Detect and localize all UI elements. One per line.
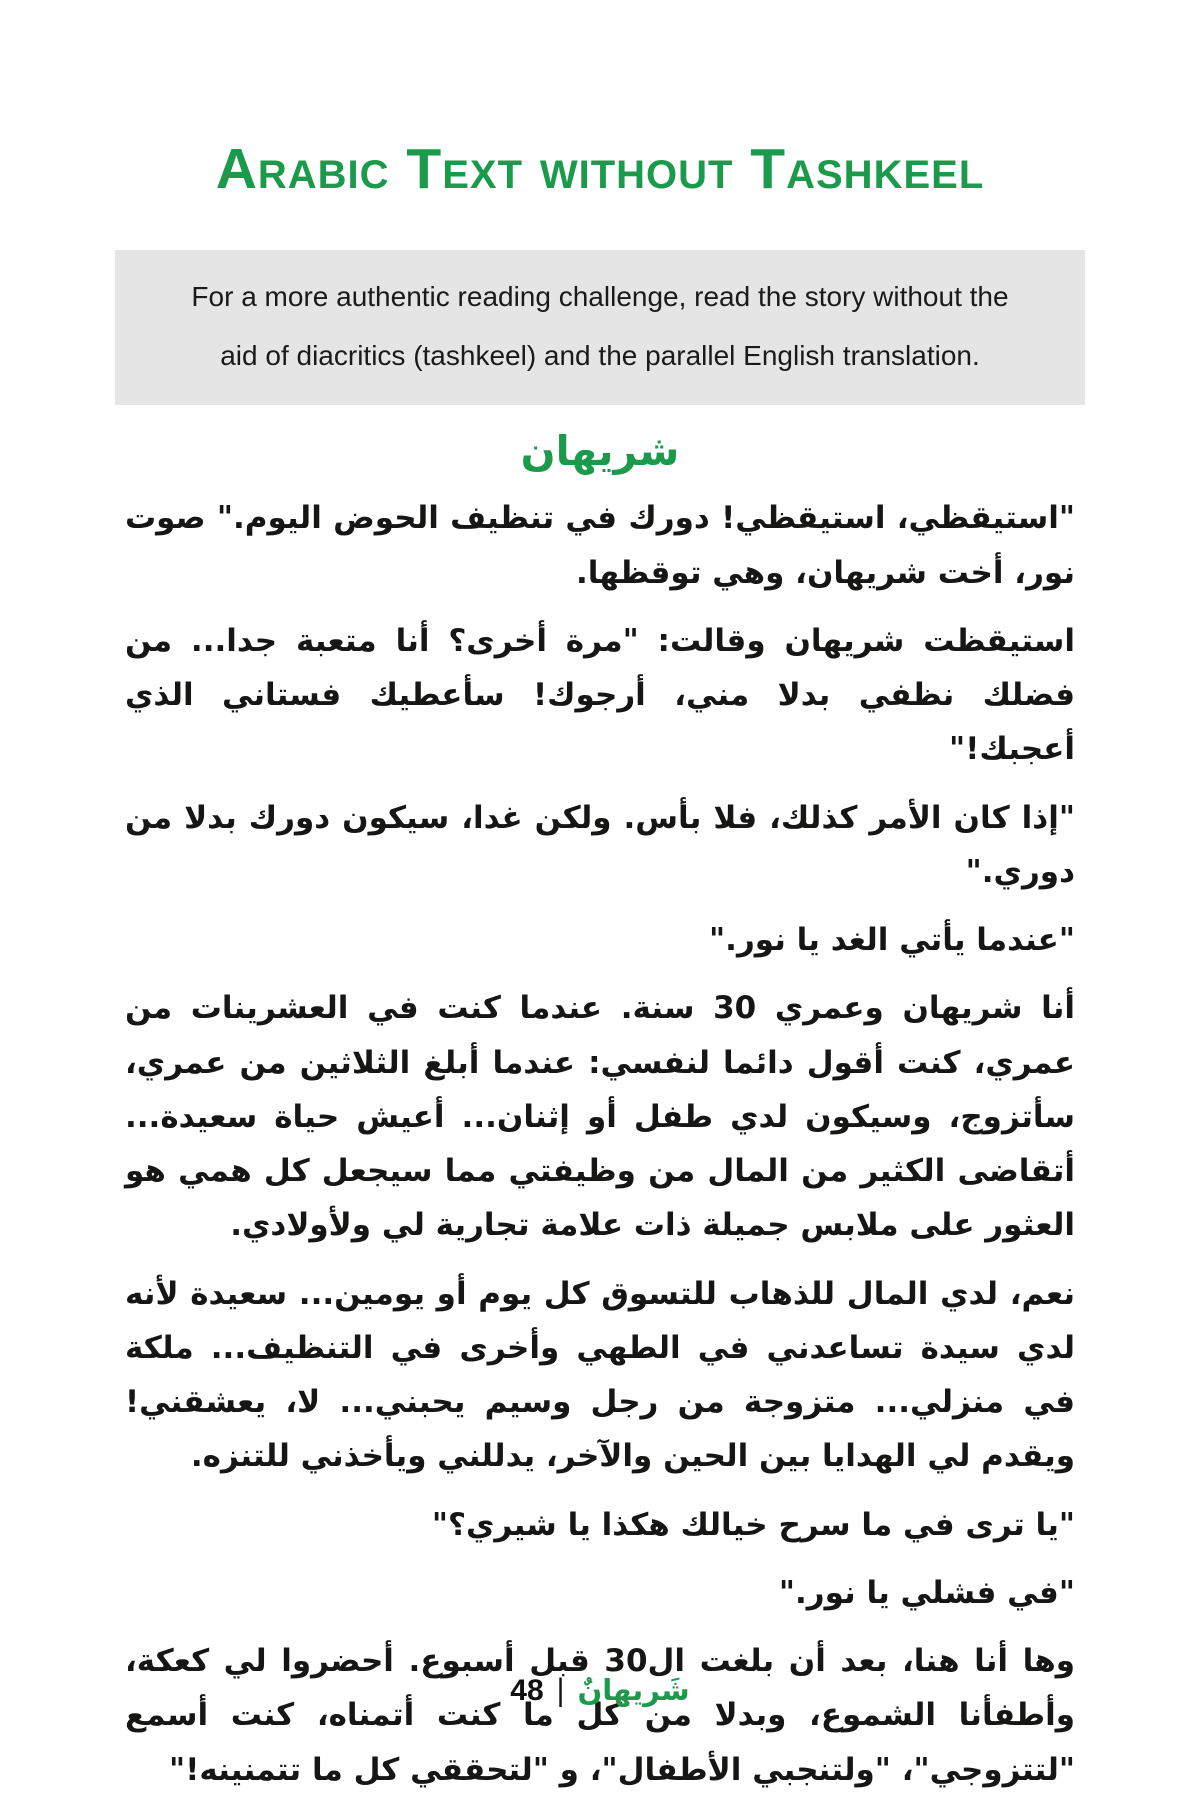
footer-page-number: 48 xyxy=(510,1674,544,1707)
story-paragraph: "عندما يأتي الغد يا نور." xyxy=(709,922,1075,959)
story-paragraph: أنا شريهان وعمري 30 سنة. عندما كنت في العشرينات من عمري، كنت أقول دائما لنفسي: عندما أبلغ الثلاثين من عمري، سأتزوج، وسيكون لدي طفل أو إثنان... أعيش حياة سعيدة... أتقاضى الكثير من المال من وظيفتي مما سيجعل كل همي هو العثور على ملابس جميلة ذات علامة تجارية لي ولأولادي. xyxy=(125,990,1075,1244)
story-title: شريهان xyxy=(520,427,680,476)
page-title: Arabic Text without Tashkeel xyxy=(215,137,985,201)
story-paragraph: "إذا كان الأمر كذلك، فلا بأس. ولكن غدا، سيكون دورك بدلا من دوري." xyxy=(125,799,1075,890)
page-footer xyxy=(0,1673,1200,1708)
story-paragraph: "في فشلي يا نور." xyxy=(778,1574,1075,1611)
story-paragraph: وها أنا هنا، بعد أن بلغت ال30 قبل أسبوع. أحضروا لي كعكة، وأطفأنا الشموع، وبدلا من كل ما كنت أتمناه، كنت أسمع "لتتزوجي"، "ولتنجبي الأطفال"، و "لتحققي كل ما تتمنينه!" xyxy=(125,1643,1075,1788)
story-body xyxy=(125,491,1075,1797)
instruction-box xyxy=(115,250,1085,406)
story-paragraph: نعم، لدي المال للذهاب للتسوق كل يوم أو يومين... سعيدة لأنه لدي سيدة تساعدني في الطهي وأخرى في التنظيف... ملكة في منزلي... متزوجة من رجل وسيم يحبني... لا، يعشقني! ويقدم لي الهدايا بين الحين والآخر، يدللني ويأخذني للتنزه. xyxy=(125,1275,1075,1475)
story-paragraph: "يا ترى في ما سرح خيالك هكذا يا شيري؟" xyxy=(431,1506,1075,1543)
footer-separator: | xyxy=(555,1673,566,1707)
footer-book-title: شَريهانٌ xyxy=(577,1673,690,1707)
story-paragraph: استيقظت شريهان وقالت: "مرة أخرى؟ أنا متعبة جدا... من فضلك نظفي بدلا مني، أرجوك! سأعطيك فستاني الذي أعجبك!" xyxy=(125,622,1075,768)
story-paragraph: "استيقظي، استيقظي! دورك في تنظيف الحوض اليوم." صوت نور، أخت شريهان، وهي توقظها. xyxy=(125,500,1075,591)
instruction-line: aid of diacritics (tashkeel) and the parallel English translation. xyxy=(220,339,980,371)
instruction-line: For a more authentic reading challenge, read the story without the xyxy=(191,280,1009,312)
